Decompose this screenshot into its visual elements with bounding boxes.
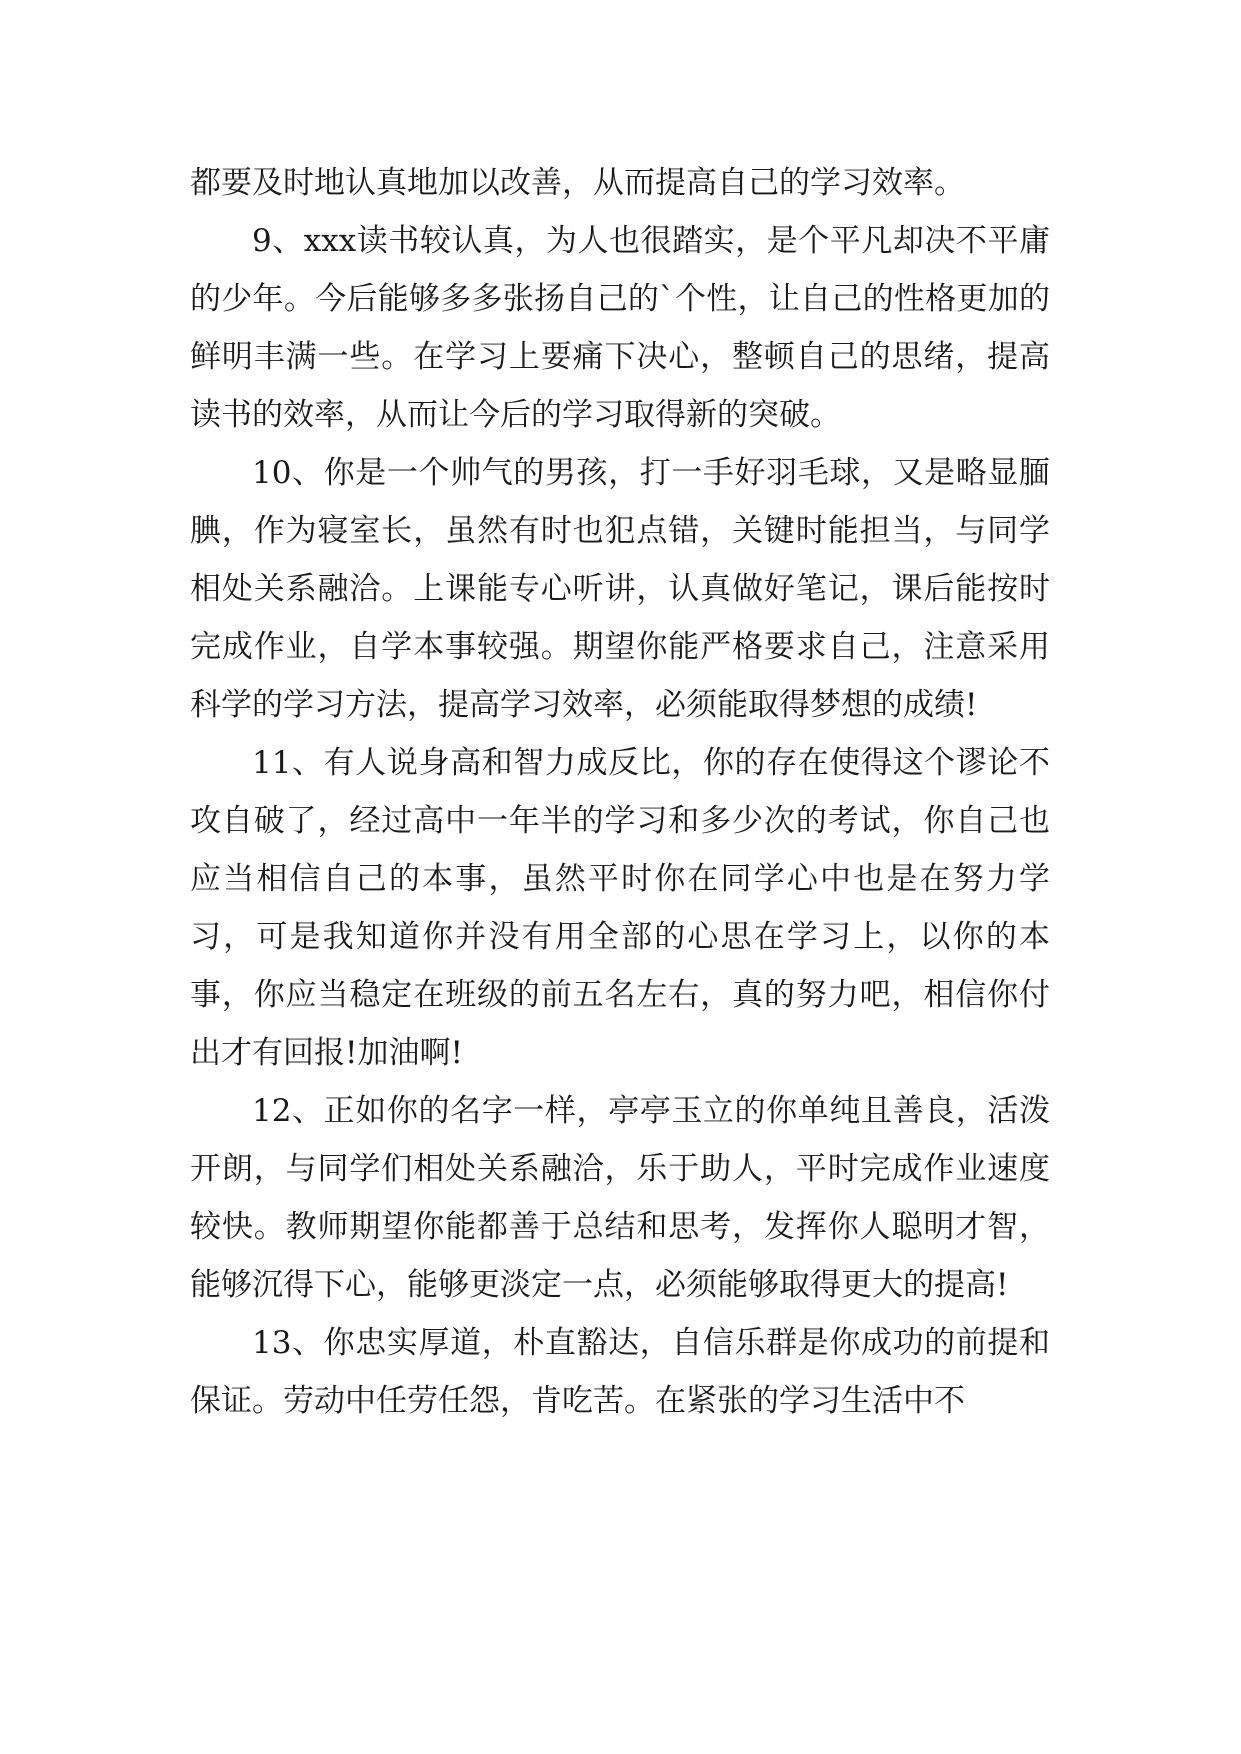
paragraph-item-12: 12、正如你的名字一样，亭亭玉立的你单纯且善良，活泼开朗，与同学们相处关系融洽，乐于助人，平时完成作业速度较快。教师期望你能都善于总结和思考，发挥你人聪明才智，能够沉得下心，能够更淡定一点，必须能够取得更大的提高! (190, 1093, 1050, 1303)
paragraph-continued: 都要及时地认真地加以改善，从而提高自己的学习效率。 (190, 165, 965, 201)
paragraph-item-13: 13、你忠实厚道，朴直豁达，自信乐群是你成功的前提和保证。劳动中任劳任怨，肯吃苦。在紧张的学习生活中不 (190, 1325, 1050, 1419)
paragraph-item-10: 10、你是一个帅气的男孩，打一手好羽毛球，又是略显腼腆，作为寝室长，虽然有时也犯点错，关键时能担当，与同学相处关系融洽。上课能专心听讲，认真做好笔记，课后能按时完成作业，自学本事较强。期望你能严格要求自己，注意采用科学的学习方法，提高学习效率，必须能取得梦想的成绩! (190, 455, 1050, 723)
paragraph-item-11: 11、有人说身高和智力成反比，你的存在使得这个谬论不攻自破了，经过高中一年半的学习和多少次的考试，你自己也应当相信自己的本事，虽然平时你在同学心中也是在努力学习，可是我知道你并没有用全部的心思在学习上，以你的本事，你应当稳定在班级的前五名左右，真的努力吧，相信你付出才有回报!加油啊! (190, 745, 1050, 1071)
paragraph-item-9: 9、xxx读书较认真，为人也很踏实，是个平凡却决不平庸的少年。今后能够多多张扬自己的`个性，让自己的性格更加的鲜明丰满一些。在学习上要痛下决心，整顿自己的思绪，提高读书的效率，从而让今后的学习取得新的突破。 (190, 223, 1050, 433)
document-body (190, 154, 1050, 1430)
